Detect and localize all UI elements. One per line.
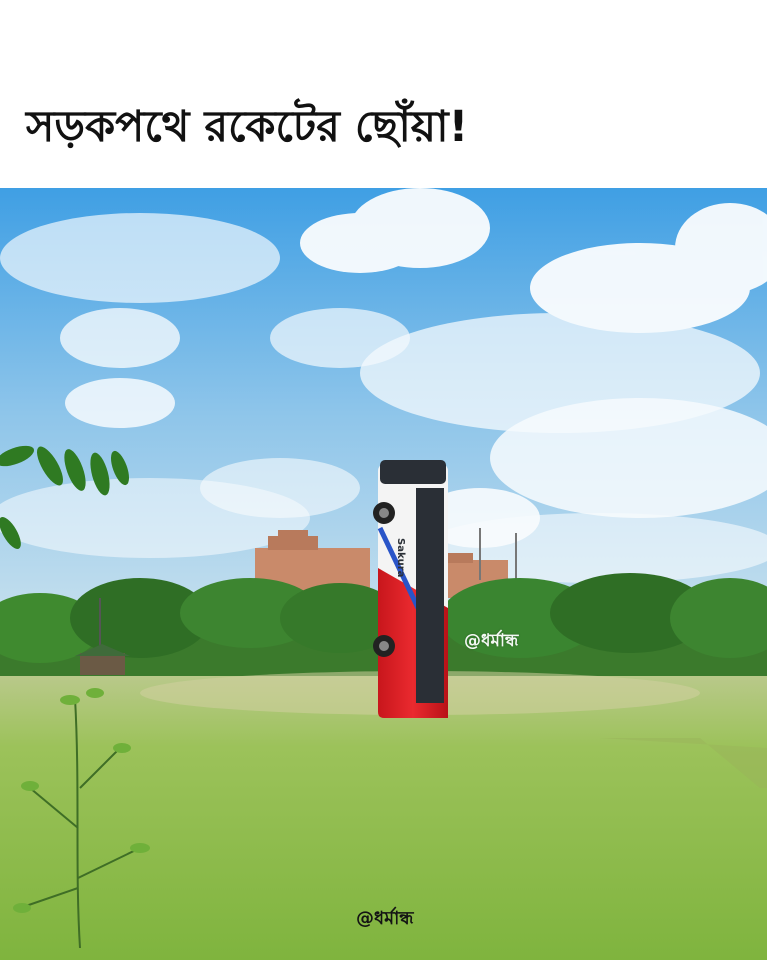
watermark-middle: @ধর্মান্ধ — [464, 631, 519, 651]
vertical-bus — [373, 460, 448, 718]
headline-text: সড়কপথে রকেটের ছোঁয়া! — [26, 102, 469, 152]
scene-illustration — [0, 188, 767, 960]
photo-scene — [0, 188, 767, 960]
header-area — [0, 0, 767, 188]
watermark-bottom: @ধর্মান্ধ — [356, 908, 414, 929]
bus-brand-text: Sakura — [395, 538, 406, 578]
